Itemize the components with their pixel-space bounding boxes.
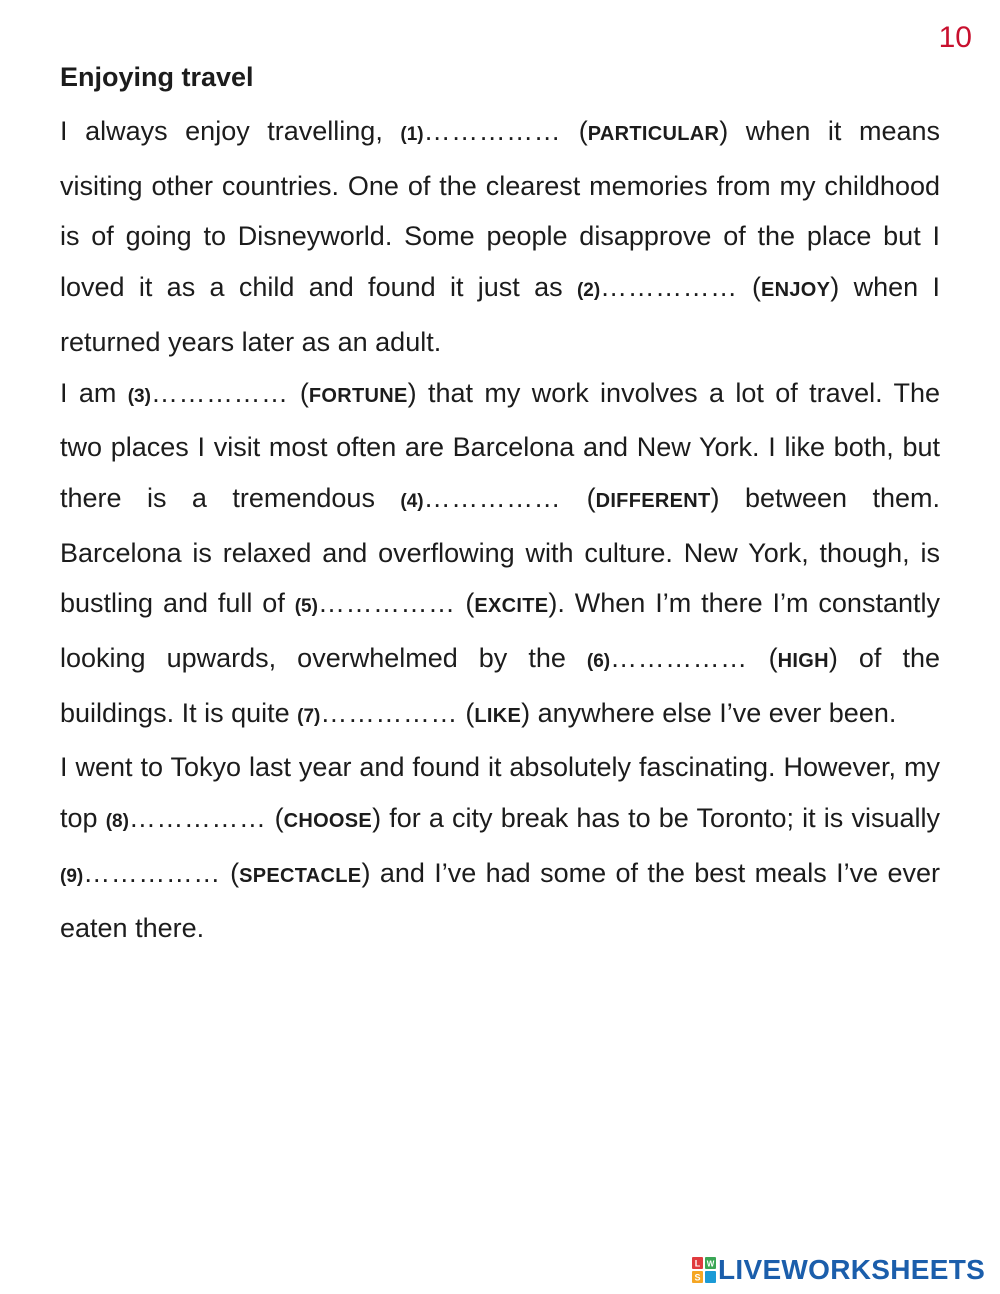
gap-number: (5) (294, 596, 318, 618)
gap-item: (7)…………… (LIKE) (297, 697, 531, 728)
answer-blank[interactable]: …………… (600, 272, 738, 303)
gap-number: (6) (586, 651, 611, 673)
liveworksheets-brand (692, 1252, 985, 1288)
paragraph (60, 106, 940, 368)
gap-number: (3) (127, 385, 151, 407)
paragraph-text: and I’ve had some of the best meals I’ve ever eaten there. (60, 857, 940, 943)
worksheet-text (60, 106, 940, 953)
gap-number: (4) (400, 490, 424, 512)
answer-blank[interactable]: …………… (423, 116, 562, 146)
logo-letter: W (706, 1259, 715, 1269)
answer-blank[interactable]: …………… (150, 377, 289, 408)
root-word: ENJOY (760, 279, 831, 302)
answer-blank[interactable]: …………… (423, 482, 562, 513)
paragraph-text: for a city break has to be Toronto; it is visually (381, 803, 940, 834)
paragraph-text: when I returned years later as an adult. (60, 272, 940, 357)
gap-number: (8) (105, 811, 129, 833)
paragraph (60, 368, 940, 743)
liveworksheets-logo-icon (692, 1257, 716, 1283)
gap-number: (9) (60, 865, 84, 887)
root-word: CHOOSE (283, 810, 373, 833)
root-word: EXCITE (474, 595, 549, 618)
worksheet-title: Enjoying travel (60, 62, 254, 92)
brand-name: LIVEWORKSHEETS (718, 1254, 986, 1285)
paragraph-text: of the buildings. It is quite (60, 643, 940, 728)
gap-item: (5)…………… (EXCITE) (294, 588, 558, 619)
answer-blank[interactable]: …………… (610, 643, 748, 674)
gap-item: (6)…………… (HIGH) (586, 643, 838, 674)
answer-blank[interactable]: …………… (128, 803, 267, 834)
paragraph-text: when it means visiting other countries. One of the clearest memories from my childhood is of going to Disneyworld. Some people disapprove of the place but I loved it as a child and found it just as (60, 116, 941, 303)
root-word: DIFFERENT (595, 489, 711, 512)
answer-blank[interactable]: …………… (83, 857, 221, 888)
paragraph-text: I am (60, 377, 128, 408)
paragraph-text: between them. Barcelona is relaxed and overflowing with culture. New York, though, is bustling and full of (60, 482, 940, 619)
root-word: PARTICULAR (587, 123, 720, 145)
logo-letter: S (694, 1272, 701, 1283)
root-word: HIGH (777, 650, 829, 673)
root-word: SPECTACLE (239, 864, 362, 887)
paragraph-text: I always enjoy travelling, (60, 116, 401, 146)
paragraph-text: I went to Tokyo last year and found it absolutely fascinating. However, my top (60, 752, 940, 834)
gap-item: (9)…………… (SPECTACLE) (60, 857, 371, 888)
gap-item: (8)…………… (CHOOSE) (105, 803, 382, 834)
gap-number: (7) (297, 705, 321, 727)
gap-number: (2) (576, 280, 601, 302)
worksheet-content (60, 56, 940, 953)
paragraph-text: . When I’m there I’m constantly looking upwards, overwhelmed by the (60, 588, 940, 674)
paragraph-text: that my work involves a lot of travel. The two places I visit most often are Barcelona and New York. I like both, but there is a tremendous (60, 377, 941, 513)
page-number: 10 (938, 21, 972, 54)
gap-item: (2)…………… (ENJOY) (576, 272, 840, 303)
logo-letter: L (694, 1258, 701, 1269)
gap-item: (4)…………… (DIFFERENT) (400, 482, 720, 513)
answer-blank[interactable]: …………… (320, 697, 458, 728)
root-word: LIKE (474, 704, 522, 727)
root-word: FORTUNE (308, 384, 408, 407)
gap-number: (1) (400, 124, 424, 145)
gap-item: (1)…………… (PARTICULAR) (400, 116, 729, 146)
paragraph-text: anywhere else I’ve ever been. (530, 697, 897, 728)
answer-blank[interactable]: …………… (317, 588, 456, 619)
gap-item: (3)…………… (FORTUNE) (127, 377, 417, 408)
paragraph (60, 742, 940, 953)
